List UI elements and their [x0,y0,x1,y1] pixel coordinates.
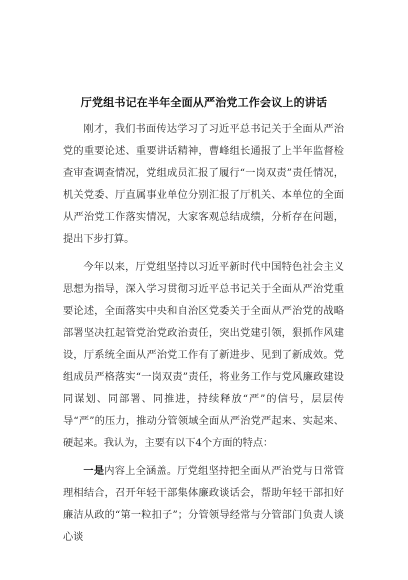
document-title: 厅党组书记在半年全面从严治党工作会议上的讲话 [80,96,328,109]
paragraph-3-lead: 一是 [83,466,105,477]
paragraph-2-text: 今年以来，厅党组坚持以习近平新时代中国特色社会主义思想为指导，深入学习贯彻习近平总书记关于全面从严治党重要论述，全面落实中央和自治区党委关于全面从严治党的战略部署坚决扛起管党治党政治责任，突出党建引领，狠抓作风建设，厅系统全面从严治党工作有了新进步、见到了新成效。党组成员严格落实“一岗双责”责任，将业务工作与党风廉政建设同谋划、同部署、同推进，持续释放“严”的信号，层层传导“严”的压力，推动分管领域全面从严治党严起来、实起来、硬起来。我认为，主要有以下4个方面的特点： [63,262,344,449]
paragraph-1-text: 刚才，我们书面传达学习了习近平总书记关于全面从严治党的重要论述、重要讲话精神，曹峰组长通报了上半年监督检查审查调查情况，党组成员汇报了履行“一岗双责”责任情况，机关党委、厅直属事业单位分别汇报了厅机关、本单位的全面从严治党工作落实情况，大家客观总结成绩，分析存在问题，提出下步打算。 [63,124,344,245]
paragraph-1 [63,119,344,251]
paragraph-3 [63,461,344,549]
paragraph-3-text: 内容上全涵盖。厅党组坚持把全面从严治党与日常管理相结合，召开年轻干部集体廉政谈话会，帮助年轻干部扣好廉洁从政的“第一粒扣子”；分管领导经常与分管部门负责人谈心谈 [63,466,345,543]
document-body [63,119,344,555]
paragraph-2 [63,257,344,455]
